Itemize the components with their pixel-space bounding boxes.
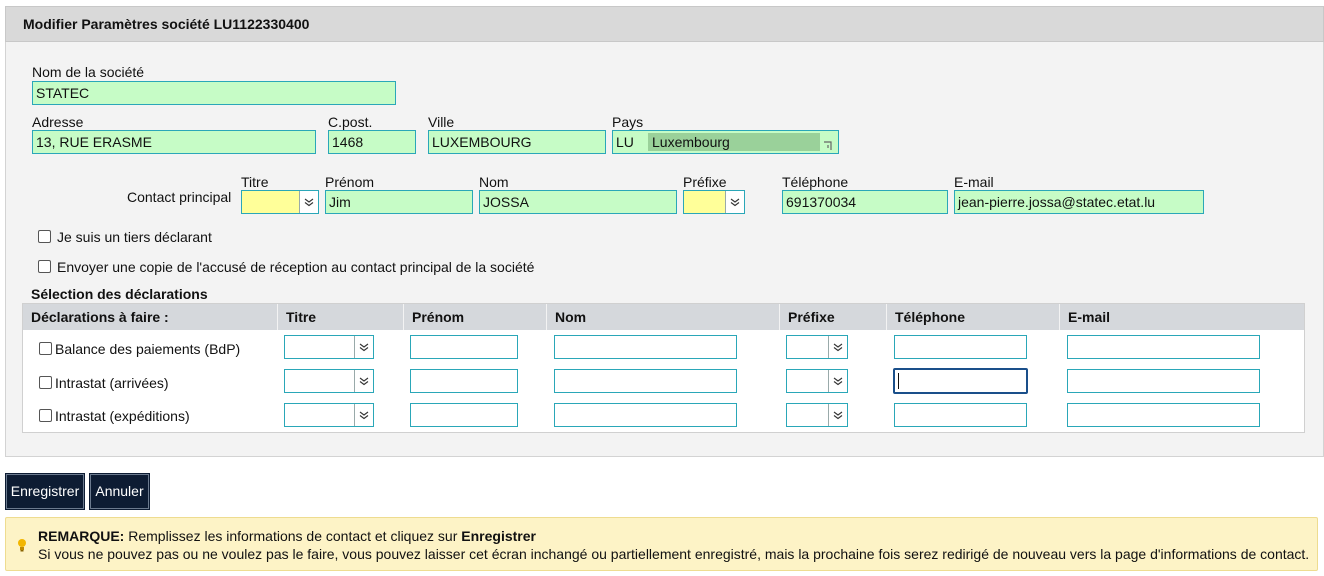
lightbulb-icon (16, 538, 28, 555)
chevron-down-icon[interactable] (354, 336, 373, 358)
row-prefix-select[interactable] (786, 369, 848, 393)
row-email-input[interactable] (1067, 403, 1260, 427)
contact-firstname-input[interactable]: Jim (325, 190, 473, 214)
notice-line2: Si vous ne pouvez pas ou ne voulez pas le faire, vous pouvez laisser cet écran inchangé ou partiellement enregistré, mais la prochaine fois serez redirigé de nouveau vers la page d'informations de contact. (38, 546, 1310, 562)
contact-email-label: E-mail (954, 174, 994, 190)
main-contact-label: Contact principal (127, 189, 232, 205)
row-lastname-input[interactable] (554, 369, 737, 393)
column-header: E-mail (1068, 309, 1111, 325)
row-email-input[interactable] (1067, 335, 1260, 359)
contact-firstname-label: Prénom (325, 174, 375, 190)
notice-line1 (38, 528, 536, 544)
row-phone-input[interactable] (894, 335, 1027, 359)
row-email-input[interactable] (1067, 369, 1260, 393)
row-firstname-input[interactable] (410, 403, 518, 427)
row-lastname-input[interactable] (554, 335, 737, 359)
notice-text: Remplissez les informations de contact et cliquez sur (128, 528, 458, 544)
column-header: Nom (547, 304, 780, 330)
country-select[interactable] (612, 130, 839, 154)
country-code: LU (616, 134, 634, 150)
contact-phone-label: Téléphone (782, 174, 849, 190)
page-title: Modifier Paramètres société LU1122330400 (5, 6, 1324, 42)
contact-lastname-input[interactable]: JOSSA (479, 190, 677, 214)
table-header-row (23, 304, 1304, 330)
column-header: Déclarations à faire : (23, 304, 278, 330)
send-copy-label: Envoyer une copie de l'accusé de réception au contact principal de la société (57, 259, 535, 275)
contact-title-label: Titre (241, 174, 269, 190)
declaration-label: Intrastat (expéditions) (55, 408, 190, 424)
contact-title-select[interactable] (241, 190, 319, 214)
chevron-down-icon[interactable] (828, 336, 847, 358)
declarations-table (22, 303, 1305, 433)
row-prefix-select[interactable] (786, 335, 848, 359)
declaration-label: Intrastat (arrivées) (55, 375, 169, 391)
column-header: Titre (278, 304, 404, 330)
declaration-checkbox[interactable] (39, 409, 52, 422)
contact-lastname-label: Nom (479, 174, 509, 190)
contact-title-value (242, 191, 299, 213)
row-phone-input-focused[interactable] (893, 368, 1028, 394)
address-input[interactable]: 13, RUE ERASME (32, 130, 316, 154)
row-title-select[interactable] (284, 335, 374, 359)
contact-email-input[interactable]: jean-pierre.jossa@statec.etat.lu (954, 190, 1204, 214)
chevron-down-icon[interactable] (354, 370, 373, 392)
declarations-section-title: Sélection des déclarations (31, 286, 208, 302)
country-label: Pays (612, 114, 644, 130)
text-caret (898, 373, 899, 389)
row-phone-input[interactable] (894, 403, 1027, 427)
cancel-button[interactable]: Annuler (90, 474, 149, 509)
chevron-down-icon[interactable] (828, 370, 847, 392)
city-input[interactable]: LUXEMBOURG (428, 130, 606, 154)
row-title-select[interactable] (284, 369, 374, 393)
address-label: Adresse (32, 114, 84, 130)
column-header: Préfixe (780, 304, 887, 330)
contact-phone-input[interactable]: 691370034 (782, 190, 948, 214)
city-label: Ville (428, 114, 455, 130)
declaration-checkbox[interactable] (39, 342, 52, 355)
chevron-down-icon[interactable] (725, 191, 744, 213)
row-firstname-input[interactable] (410, 335, 518, 359)
row-lastname-input[interactable] (554, 403, 737, 427)
country-name: Luxembourg (648, 133, 820, 151)
send-copy-checkbox[interactable] (38, 260, 51, 273)
company-name-input[interactable]: STATEC (32, 81, 396, 105)
notice-save-highlight: Enregistrer (461, 528, 536, 544)
declaration-checkbox[interactable] (39, 376, 52, 389)
row-title-select[interactable] (284, 403, 374, 427)
column-header: Prénom (404, 304, 547, 330)
postcode-label: C.post. (328, 114, 373, 130)
third-party-checkbox[interactable] (38, 230, 51, 243)
notice-box (5, 517, 1318, 571)
notice-prefix: REMARQUE: (38, 528, 125, 544)
row-prefix-select[interactable] (786, 403, 848, 427)
contact-prefix-label: Préfixe (683, 174, 727, 190)
company-name-label: Nom de la société (32, 64, 145, 80)
save-button[interactable]: Enregistrer (6, 474, 84, 509)
contact-prefix-value (684, 191, 725, 213)
chevron-down-icon[interactable] (354, 404, 373, 426)
postcode-input[interactable]: 1468 (328, 130, 416, 154)
lookup-icon[interactable] (823, 135, 833, 154)
chevron-down-icon[interactable] (828, 404, 847, 426)
declaration-label: Balance des paiements (BdP) (55, 341, 241, 357)
chevron-down-icon[interactable] (299, 191, 318, 213)
row-firstname-input[interactable] (410, 369, 518, 393)
column-header: Téléphone (887, 304, 1060, 330)
third-party-label: Je suis un tiers déclarant (57, 229, 212, 245)
contact-prefix-select[interactable] (683, 190, 745, 214)
